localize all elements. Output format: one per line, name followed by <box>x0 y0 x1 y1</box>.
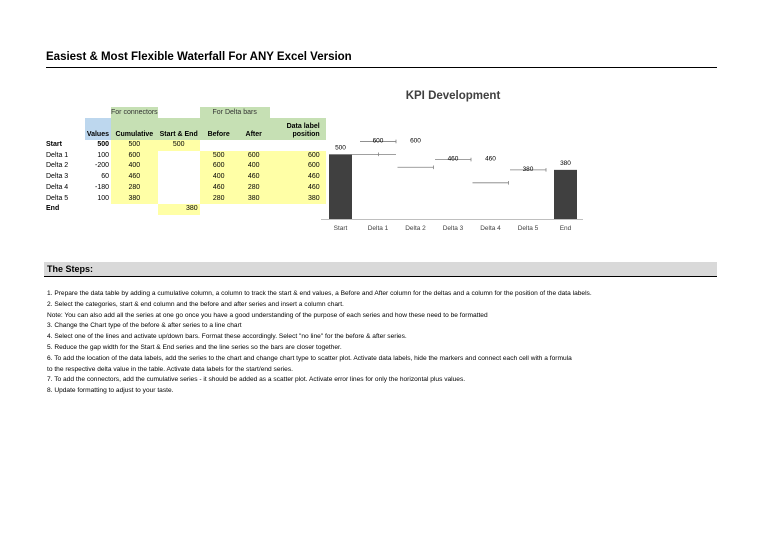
x-tick-label: Start <box>333 225 348 232</box>
cell-label-position: 380 <box>270 194 326 205</box>
x-tick-label: Delta 4 <box>480 225 501 232</box>
cell-value: 500 <box>97 141 109 148</box>
row-category: Delta 1 <box>46 151 69 159</box>
page-title: Easiest & Most Flexible Waterfall For ANY Excel Version <box>46 51 352 63</box>
cell-before <box>200 204 238 215</box>
table-row <box>46 161 326 172</box>
cell-before: 280 <box>200 194 238 205</box>
cell-value <box>85 204 111 215</box>
kpi-waterfall-chart <box>320 80 590 240</box>
step-line: 1. Prepare the data table by adding a cumulative column, a column to track the start & end values, a Before and After column for the deltas and a column for the position of the data labels. <box>47 290 592 297</box>
step-line: 8. Update formatting to adjust to your taste. <box>47 387 174 395</box>
step-line: 2. Select the categories, start & end column and the before and after series and insert a column chart. <box>47 300 344 308</box>
cell-cumulative <box>111 204 158 215</box>
x-tick-label: Delta 3 <box>442 225 464 232</box>
cell-label-position: 460 <box>270 172 326 183</box>
header-before: Before <box>200 118 238 140</box>
cell-label-position: 460 <box>270 183 326 194</box>
step-line: to the respective delta value in the table. Activate data labels for the start/end series. <box>47 365 293 373</box>
table-row <box>46 204 326 215</box>
cell-label-position: 600 <box>270 151 326 162</box>
cell-start-end <box>158 151 200 162</box>
cell-after: 380 <box>238 194 270 205</box>
step-line: 4. Select one of the lines and activate up/down bars. Format these accordingly. Select "no line" for the before & after series. <box>47 333 407 341</box>
cell-start-end: 500 <box>158 140 200 151</box>
row-category: End <box>46 205 60 213</box>
table-row <box>46 151 326 162</box>
cell-label-position <box>270 204 326 215</box>
cell-after <box>238 140 270 151</box>
x-tick-label: Delta 1 <box>367 225 389 232</box>
cell-before: 460 <box>200 183 238 194</box>
cell-start-end <box>158 172 200 183</box>
title-underline <box>46 67 717 68</box>
table-row <box>46 172 326 183</box>
cell-start-end <box>158 183 200 194</box>
cell-after <box>238 204 270 215</box>
cell-after: 280 <box>238 183 270 194</box>
header-values: Values <box>85 118 111 140</box>
cell-cumulative: 460 <box>111 172 158 183</box>
cell-value: 60 <box>101 173 109 181</box>
table-row <box>46 194 326 205</box>
table-header-row <box>46 118 326 140</box>
group-label-delta: For Delta bars <box>200 107 270 118</box>
data-label: 460 <box>447 155 459 163</box>
cell-value: 100 <box>97 151 109 159</box>
cell-after: 460 <box>238 172 270 183</box>
table-row <box>46 140 326 151</box>
steps-header-bar <box>44 262 717 277</box>
bar-start-end <box>329 154 352 219</box>
x-tick-label: Delta 2 <box>405 225 426 232</box>
data-label: 600 <box>410 137 421 145</box>
group-header-row <box>46 107 326 118</box>
step-line: 3. Change the Chart type of the before & after series to a line chart <box>47 322 242 330</box>
x-tick-label: End <box>559 225 572 232</box>
header-label-position: Data label position <box>270 118 326 140</box>
step-line: 6. To add the location of the data labels, add the series to the chart and change chart type to scatter plot. Activate data labels, hide the markers and connect each cell with a formula <box>47 354 572 362</box>
cell-value: -200 <box>94 162 109 170</box>
step-line: 5. Reduce the gap width for the Start & End series and the line series so the bars are closer together. <box>47 343 342 351</box>
header-start-end: Start & End <box>158 118 200 140</box>
cell-cumulative: 600 <box>111 151 158 162</box>
header-after: After <box>238 118 270 140</box>
cell-label-position: 600 <box>270 161 326 172</box>
cell-before: 600 <box>200 161 238 172</box>
data-label: 380 <box>560 159 571 167</box>
step-line: 7. To add the connectors, add the cumulative series - it should be added as a scatter plot. Activate error lines for only the horizontal plus values. <box>47 376 466 384</box>
table-row <box>46 183 326 194</box>
cell-label-position <box>270 140 326 151</box>
cell-after: 400 <box>238 161 270 172</box>
data-label: 500 <box>335 144 346 152</box>
cell-after: 600 <box>238 151 270 162</box>
row-category: Delta 2 <box>46 162 69 170</box>
cell-start-end <box>158 194 200 205</box>
row-category: Delta 5 <box>46 194 69 202</box>
bar-start-end <box>554 170 577 219</box>
data-label: 600 <box>372 137 384 145</box>
cell-before <box>200 140 238 151</box>
cell-start-end <box>158 161 200 172</box>
cell-cumulative: 500 <box>111 140 158 151</box>
cell-before: 500 <box>200 151 238 162</box>
cell-before: 400 <box>200 172 238 183</box>
kpi-data-table <box>46 107 326 215</box>
group-label-connectors: For connectors <box>111 109 158 116</box>
data-label: 380 <box>522 165 534 173</box>
x-tick-label: Delta 5 <box>517 225 539 232</box>
data-label: 460 <box>485 155 496 163</box>
cell-cumulative: 280 <box>111 183 158 194</box>
cell-value: 100 <box>97 194 109 202</box>
row-category: Delta 4 <box>46 183 69 191</box>
steps-title: The Steps: <box>47 264 94 274</box>
step-line: Note: You can also add all the series at one go once you have a good understanding of the purpose of each series and how these need to be formatted <box>47 311 488 319</box>
cell-cumulative: 380 <box>111 194 158 205</box>
row-category: Delta 3 <box>46 173 69 181</box>
cell-start-end: 380 <box>158 204 200 215</box>
cell-cumulative: 400 <box>111 161 158 172</box>
header-cumulative: Cumulative <box>111 118 158 140</box>
row-category: Start <box>46 141 62 148</box>
cell-value: -180 <box>94 183 109 191</box>
chart-title: KPI Development <box>405 90 501 102</box>
steps-list <box>47 289 592 397</box>
